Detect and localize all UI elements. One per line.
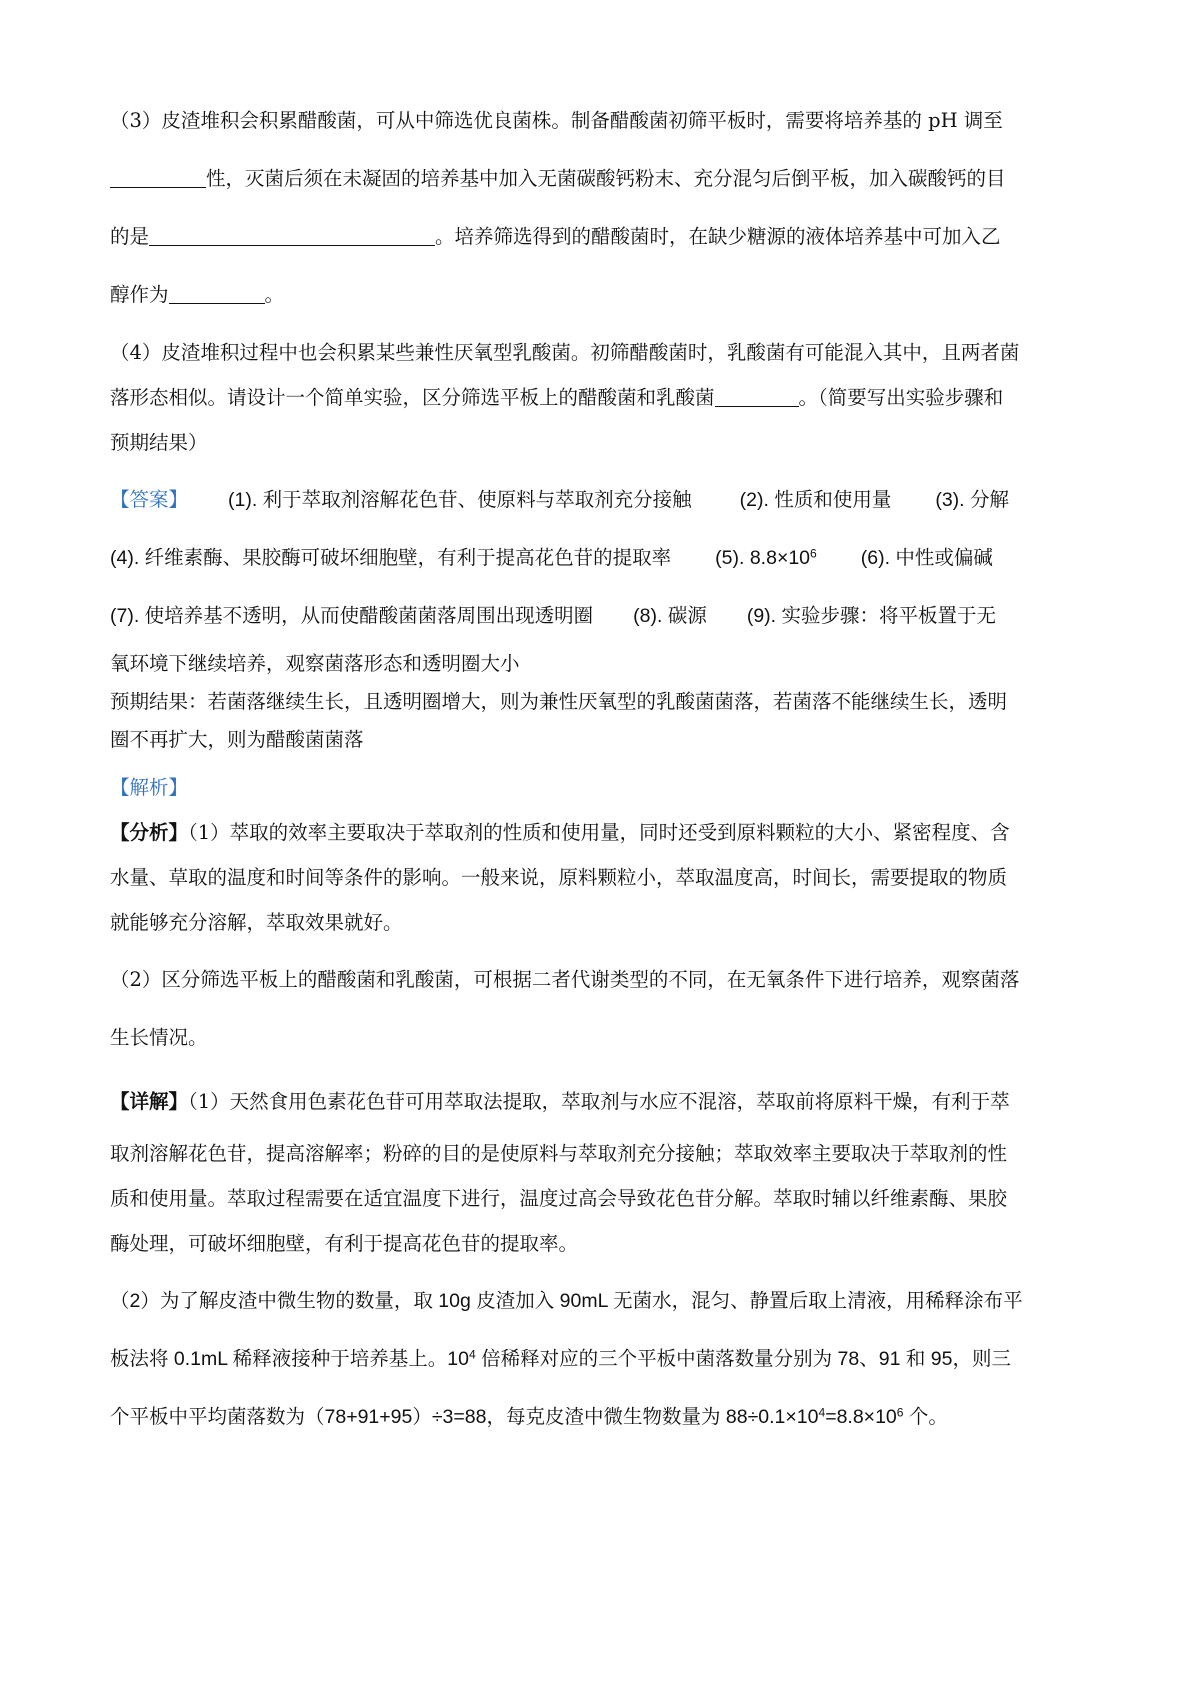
- fenxi-line-3: 就能够充分溶解，萃取效果就好。: [110, 911, 403, 934]
- q4-line-2: 落形态相似。请设计一个简单实验，区分筛选平板上的醋酸菌和乳酸菌 。（简要写出实验步骤和: [110, 386, 1004, 409]
- analysis-section: [110, 765, 1090, 1446]
- answer-row-2: [110, 529, 1090, 587]
- xiangjie-line-3: 质和使用量。萃取过程需要在适宜温度下进行，温度过高会导致花色苷分解。萃取时辅以纤维素酶、果胶: [110, 1187, 1008, 1210]
- answer-tag: 【答案】: [110, 488, 189, 511]
- answer-row-3: [110, 587, 1090, 645]
- xiangjie-line-4: 酶处理，可破坏细胞壁，有利于提高花色苷的提取率。: [110, 1232, 579, 1255]
- fenxi-line-2: 水量、草取的温度和时间等条件的影响。一般来说，原料颗粒小，萃取温度高，时间长，需要提取的物质: [110, 866, 1008, 889]
- question-3: [110, 92, 1090, 324]
- detail2-line-2: 板法将 0.1mL 稀释液接种于培养基上。$10^4$ 倍稀释对应的三个平板中菌落数量分别为 78、91 和 95，则三: [110, 1347, 1011, 1370]
- answer-item-4: (4). 纤维素酶、果胶酶可破坏细胞壁，有利于提高花色苷的提取率: [110, 547, 672, 569]
- analysis-tag: 【解析】: [110, 776, 189, 799]
- detail2-line-1: （2）为了解皮渣中微生物的数量，取 10g 皮渣加入 90mL 无菌水，混匀、静置后取上清液，用稀释涂布平: [110, 1290, 1023, 1312]
- detail2-line-3: 个平板中平均菌落数为（78+91+95）÷3=88，每克皮渣中微生物数量为 $88\div 0.1\times 10^4=8.8\times 10^6$ 个。: [110, 1405, 948, 1428]
- answer-item-2: (2). 性质和使用量: [739, 489, 892, 511]
- answer-blank[interactable]: [149, 226, 435, 247]
- answer-item-8: (8). 碳源: [633, 605, 707, 627]
- answer-item-5: (5). $8.8\times 10^6$: [715, 546, 817, 569]
- expected-result-line-1: 预期结果：若菌落继续生长，且透明圈增大，则为兼性厌氧型的乳酸菌菌落，若菌落不能继续生长，透明: [110, 690, 1008, 713]
- expected-result-line-2: 圈不再扩大，则为醋酸菌菌落: [110, 728, 364, 751]
- answer-line-4: 氧环境下继续培养，观察菌落形态和透明圈大小: [110, 653, 520, 675]
- q4-line-3: 预期结果）: [110, 431, 208, 454]
- question-4: [110, 330, 1090, 465]
- answer-blank[interactable]: [110, 168, 206, 189]
- xiangjie-line-2: 取剂溶解花色苷，提高溶解率；粉碎的目的是使原料与萃取剂充分接触；萃取效率主要取决于萃取剂的性: [110, 1142, 1008, 1165]
- fenxi2-line-2: 生长情况。: [110, 1026, 208, 1049]
- answer-section: [110, 471, 1090, 759]
- q3-line-3: 的是 。培养筛选得到的醋酸菌时，在缺少糖源的液体培养基中可加入乙: [110, 225, 1001, 248]
- answer-item-1: (1). 利于萃取剂溶解花色苷、使原料与萃取剂充分接触: [228, 489, 692, 511]
- q4-line-1: （4）皮渣堆积过程中也会积累某些兼性厌氧型乳酸菌。初筛醋酸菌时，乳酸菌有可能混入其中，且两者菌: [110, 341, 1020, 364]
- answer-row-1: [110, 471, 1090, 529]
- answer-item-7: (7). 使培养基不透明，从而使醋酸菌菌落周围出现透明圈: [110, 605, 594, 627]
- q3-line-1: （3）皮渣堆积会积累醋酸菌，可从中筛选优良菌株。制备醋酸菌初筛平板时，需要将培养基的 pH 调至: [110, 109, 1003, 132]
- fenxi-line-1: 【分析】（1）萃取的效率主要取决于萃取剂的性质和使用量，同时还受到原料颗粒的大小、紧密程度、含: [110, 821, 1010, 844]
- answer-blank[interactable]: [715, 387, 799, 408]
- xiangjie-line-1: 【详解】（1）天然食用色素花色苷可用萃取法提取，萃取剂与水应不混溶，萃取前将原料干燥，有利于萃: [110, 1090, 1010, 1113]
- q3-line-4: 醇作为 。: [110, 283, 285, 306]
- answer-item-3: (3). 分解: [935, 489, 1010, 511]
- fenxi2-line-1: （2）区分筛选平板上的醋酸菌和乳酸菌，可根据二者代谢类型的不同，在无氧条件下进行培养，观察菌落: [110, 968, 1020, 991]
- answer-item-9: (9). 实验步骤：将平板置于无: [746, 605, 997, 627]
- q3-line-2: 性，灭菌后须在未凝固的培养基中加入无菌碳酸钙粉末、充分混匀后倒平板，加入碳酸钙的目: [110, 150, 1090, 208]
- answer-blank[interactable]: [169, 284, 265, 305]
- answer-item-6: (6). 中性或偏碱: [860, 547, 993, 569]
